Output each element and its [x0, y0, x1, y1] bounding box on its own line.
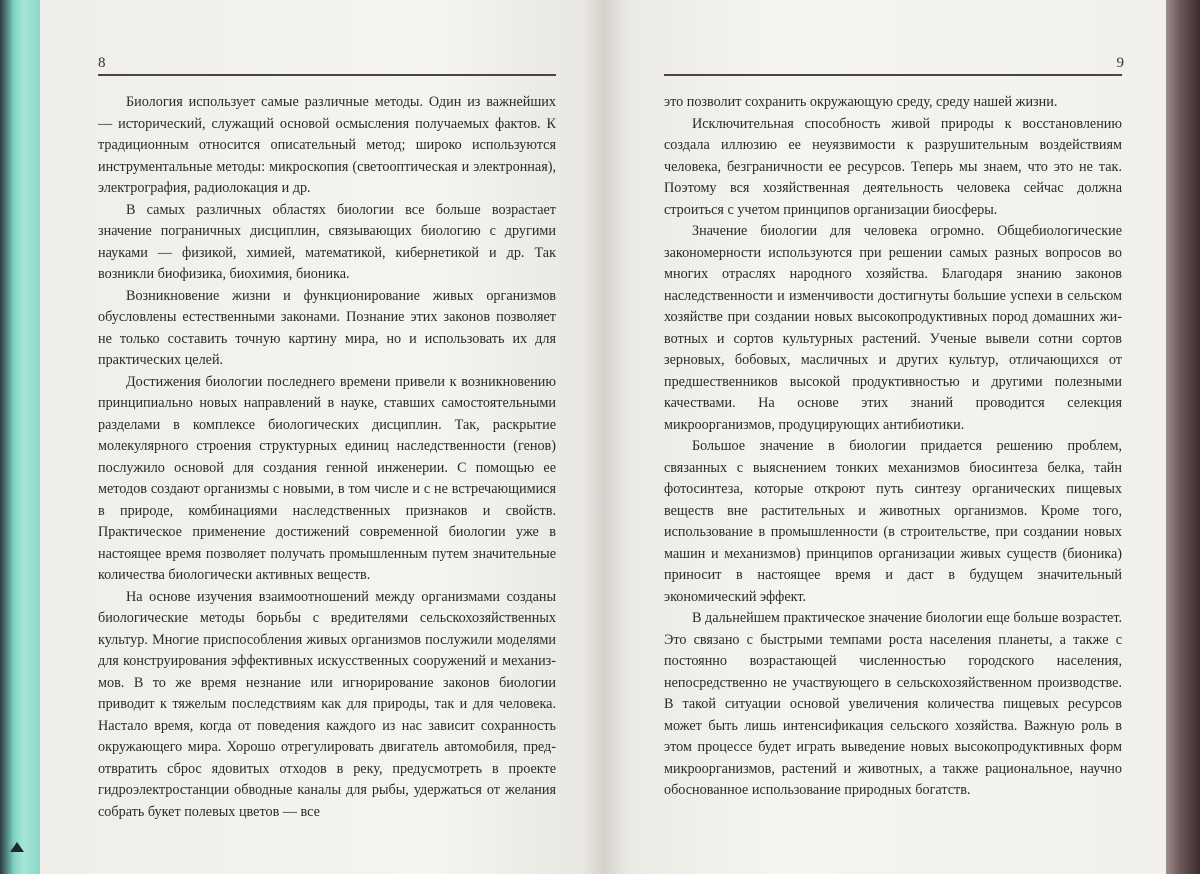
page-number: 9: [1116, 55, 1124, 71]
paragraph: Большое значение в биологии придается решению проблем, связанных с выяснением тонких механизмов биосинтеза белка, тайн фотосинтеза, которые откроют путь синтезу органических пищевых веществ вне растительных и животных организмов. Кроме того, использование в промышленности (в строительстве, при создании новых машин и механизмов) принципов организации живых существ (бионика) приносит в настоящее время и даст в будущем значительный экономический эффект.: [664, 438, 1122, 605]
paragraph: Значение биологии для человека огромно. Общебиологические закономерности используются при решении самых разных вопросов во многих отраслях народного хозяйства. Благодаря знанию законов наследственности и изменчивости достигнуты большие успехи в сельском хозяйстве при создании новых высокопродуктивных пород домашних животных и сортов культурных растений. Ученые вывели сотни сортов зерновых, бобовых, масличных и других культур, отличающихся от предшественников высокой продуктивностью и другими полезными качествами. На основе этих знаний проводится селекция микроорганизмов, продуцирующих антибиотики.: [664, 223, 1122, 433]
page-text: [664, 92, 1122, 802]
page-number: 8: [98, 55, 106, 71]
page-text: [98, 92, 556, 823]
header-rule: [664, 74, 1122, 76]
right-page: [606, 0, 1166, 874]
paragraph: Достижения биологии последнего времени привели к возникновению принципиально новых направлений в науке, ставших самостоятельными разделами в комплексе биологических дисциплин. Так, раскрытие молекулярного строения структурных единиц наследственности (генов) послужило основой для создания генной инженерии. С помощью ее методов создают организмы с новыми, в том числе и с не встречающимися в природе, комбинациями наследственных признаков и свойств. Практическое применение достижений современной биологии уже в настоящее время позволяет получать промышленным путем значительные количества биологически активных веществ.: [98, 373, 556, 583]
book-cover-edge-right: [1166, 0, 1200, 874]
header-rule: [98, 74, 556, 76]
paragraph-continuation: это позволит сохранить окружающую среду, среду нашей жизни.: [664, 94, 1058, 110]
paragraph: В дальнейшем практическое значение биологии еще больше возрастет. Это связано с быстрыми темпами роста населения планеты, а также с постоянно возрастающей численностью городского населения, непосредственно не участвующего в сельскохозяйственном производстве. В такой ситуации основой увеличения количества пищевых ресурсов может быть лишь интенсификация сельского хозяйства. Важную роль в этом процессе будет играть выведение новых высокопродуктивных форм микроорганизмов, растений и животных, а также рациональное, научно обоснованное использование природных богатств.: [664, 610, 1122, 798]
left-page: [40, 0, 606, 874]
paragraph: На основе изучения взаимоотношений между организмами созданы биологические методы борьбы с вредителями сельскохозяйственных культур. Многие приспособления живых организмов послужили моделями для конструирования эффективных искусственных сооружений и механизмов. В то же время незнание или игнорирование законов биологии приводит к тяжелым последствиям как для природы, так и для человека. Настало время, когда от поведения каждого из нас зависит сохранность окружающего мира. Хорошо отрегулировать двигатель автомобиля, предотвратить сброс ядовитых отходов в реку, предусмотреть в проекте гидроэлектростанции обводные каналы для рыбы, удержаться от желания собрать букет полевых цветов — все: [98, 588, 556, 820]
paragraph: Исключительная способность живой природы к восстановлению создала иллюзию ее неуязвимости к разрушительным воздействиям человека, безграничности ее ресурсов. Теперь мы знаем, что это не так. Поэтому вся хозяйственная деятельность человека сейчас должна строиться с учетом принципов организации биосферы.: [664, 115, 1122, 218]
book-cover-edge-left: [0, 0, 40, 874]
paragraph: Возникновение жизни и функционирование живых организмов обусловлены естественными законами. Познание этих законов позволяет не только составить точную картину мира, но и использовать их для практических целей.: [98, 287, 556, 368]
corner-arrow-icon: [10, 842, 24, 852]
paragraph: В самых различных областях биологии все больше возрастает значение пограничных дисциплин, связывающих биологию с другими науками — физикой, химией, математикой, кибернетикой и др. Так возникли биофизика, биохимия, бионика.: [98, 201, 556, 282]
paragraph: Биология использует самые различные методы. Один из важнейших — исторический, служащий основой осмысления получаемых фактов. К традиционным относится описательный метод; широко используются инструментальные методы: микроскопия (светооптическая и электронная), электрография, радиолокация и др.: [98, 94, 556, 196]
